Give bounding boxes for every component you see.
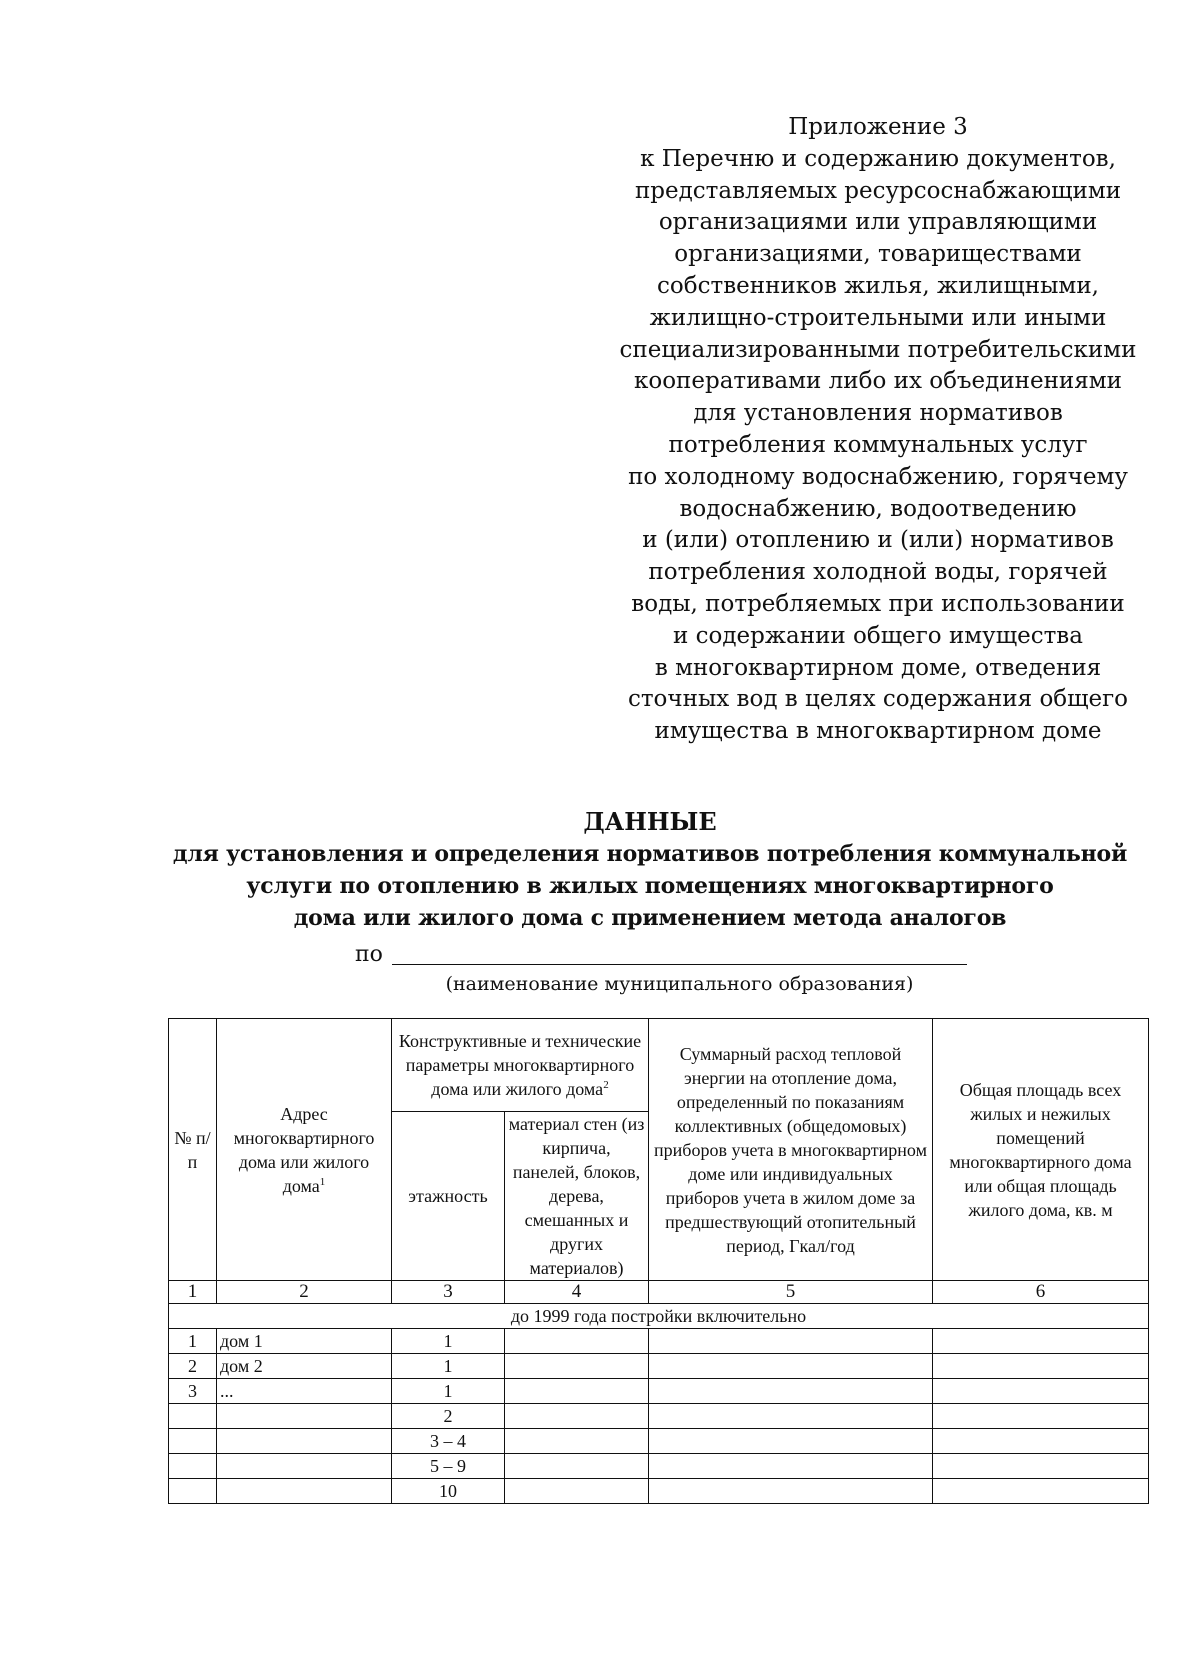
column-number: 2 xyxy=(217,1281,392,1304)
header-cell-floors: этажность xyxy=(392,1112,505,1281)
appendix-line: и содержании общего имущества xyxy=(673,622,1083,649)
cell-number xyxy=(169,1429,217,1454)
municipality-fill-line xyxy=(392,964,967,965)
appendix-line: имущества в многоквартирном доме xyxy=(654,718,1102,745)
header-cell-wall-material: материал стен (из кирпича, панелей, блоков, дерева, смешанных и других материалов) xyxy=(505,1112,649,1281)
document-subtitle-line: для установления и определения нормативов потребления коммунальной xyxy=(172,841,1128,867)
header-text: Конструктивные и технические параметры многоквартирного дома или жилого дома xyxy=(398,1031,642,1099)
column-number: 1 xyxy=(169,1281,217,1304)
appendix-block xyxy=(618,112,1138,748)
document-title-block xyxy=(150,806,1150,934)
cell-area xyxy=(933,1454,1149,1479)
cell-address xyxy=(217,1479,392,1504)
appendix-line: жилищно-строительными или иными xyxy=(649,304,1107,331)
table-row xyxy=(169,1404,1149,1429)
appendix-line: по холодному водоснабжению, горячему xyxy=(628,463,1128,490)
header-text: Адрес многоквартирного дома или жилого дома xyxy=(233,1103,375,1196)
cell-material xyxy=(505,1479,649,1504)
header-cell-address xyxy=(217,1019,392,1281)
appendix-line: для установления нормативов xyxy=(693,400,1063,427)
appendix-line: организациями или управляющими xyxy=(658,209,1098,236)
header-cell-area xyxy=(933,1019,1149,1281)
appendix-line: собственников жилья, жилищными, xyxy=(657,272,1099,299)
cell-energy xyxy=(649,1429,933,1454)
group-row xyxy=(169,1304,1149,1329)
cell-area xyxy=(933,1379,1149,1404)
cell-area xyxy=(933,1429,1149,1454)
cell-energy xyxy=(649,1404,933,1429)
cell-material xyxy=(505,1329,649,1354)
header-cell-energy xyxy=(649,1019,933,1281)
cell-floors: 1 xyxy=(392,1354,505,1379)
cell-address: ... xyxy=(217,1379,392,1404)
appendix-line: представляемых ресурсоснабжающими xyxy=(634,177,1122,204)
cell-area xyxy=(933,1479,1149,1504)
appendix-line: потребления холодной воды, горячей xyxy=(648,559,1108,586)
appendix-line: специализированными потребительскими xyxy=(619,336,1137,363)
cell-area xyxy=(933,1404,1149,1429)
appendix-line: в многоквартирном доме, отведения xyxy=(654,654,1102,681)
footnote-mark: 2 xyxy=(603,1079,609,1091)
header-text: Суммарный расход тепловой энергии на отопление дома, определенный по показаниям коллективных (общедомовых) приборов учета в многоквартирном доме или индивидуальных приборов учета в жилом доме за предшествующий отопительный период, Гкал/год xyxy=(654,1043,927,1256)
cell-material xyxy=(505,1429,649,1454)
appendix-line: водоснабжению, водоотведению xyxy=(679,495,1077,522)
cell-address: дом 2 xyxy=(217,1354,392,1379)
cell-energy xyxy=(649,1454,933,1479)
cell-floors: 2 xyxy=(392,1404,505,1429)
cell-energy xyxy=(649,1379,933,1404)
municipality-caption: (наименование муниципального образования) xyxy=(445,973,914,995)
table-row xyxy=(169,1454,1149,1479)
appendix-line: кооперативами либо их объединениями xyxy=(633,368,1122,395)
cell-material xyxy=(505,1404,649,1429)
po-label: по xyxy=(355,942,383,967)
cell-number xyxy=(169,1479,217,1504)
cell-area xyxy=(933,1329,1149,1354)
appendix-line: организациями, товариществами xyxy=(674,241,1082,268)
cell-floors: 3 – 4 xyxy=(392,1429,505,1454)
table-header-row xyxy=(169,1019,1149,1112)
cell-material xyxy=(505,1354,649,1379)
cell-energy xyxy=(649,1329,933,1354)
cell-number xyxy=(169,1454,217,1479)
cell-floors: 10 xyxy=(392,1479,505,1504)
cell-number: 3 xyxy=(169,1379,217,1404)
cell-floors: 1 xyxy=(392,1379,505,1404)
appendix-line: воды, потребляемых при использовании xyxy=(631,590,1125,617)
table-row xyxy=(169,1329,1149,1354)
table-row xyxy=(169,1354,1149,1379)
cell-address: дом 1 xyxy=(217,1329,392,1354)
header-text: Общая площадь всех жилых и нежилых помещений многоквартирного дома или общая площадь жилого дома, кв. м xyxy=(949,1079,1132,1220)
cell-address xyxy=(217,1429,392,1454)
group-label: до 1999 года постройки включительно xyxy=(169,1304,1149,1329)
cell-material xyxy=(505,1379,649,1404)
column-number: 4 xyxy=(505,1281,649,1304)
header-text: № п/п xyxy=(174,1127,211,1172)
cell-address xyxy=(217,1404,392,1429)
cell-floors: 1 xyxy=(392,1329,505,1354)
appendix-line: к Перечню и содержанию документов, xyxy=(640,145,1116,172)
appendix-line: и (или) отоплению и (или) нормативов xyxy=(642,527,1114,554)
cell-energy xyxy=(649,1354,933,1379)
footnote-mark: 1 xyxy=(319,1175,326,1188)
column-number: 3 xyxy=(392,1281,505,1304)
cell-material xyxy=(505,1454,649,1479)
cell-number: 2 xyxy=(169,1354,217,1379)
appendix-line: сточных вод в целях содержания общего xyxy=(627,686,1129,713)
header-cell-parameters-group xyxy=(392,1019,649,1112)
cell-floors: 5 – 9 xyxy=(392,1454,505,1479)
column-number: 6 xyxy=(933,1281,1149,1304)
document-subtitle-line: дома или жилого дома с применением метода аналогов xyxy=(293,905,1007,931)
cell-area xyxy=(933,1354,1149,1379)
cell-address xyxy=(217,1454,392,1479)
column-number-row xyxy=(169,1281,1149,1304)
table-row xyxy=(169,1379,1149,1404)
cell-energy xyxy=(649,1479,933,1504)
appendix-line: Приложение 3 xyxy=(788,114,968,140)
appendix-line: потребления коммунальных услуг xyxy=(668,431,1088,458)
data-table xyxy=(168,1018,1149,1504)
header-cell-number xyxy=(169,1019,217,1281)
cell-number: 1 xyxy=(169,1329,217,1354)
document-title: ДАННЫЕ xyxy=(583,807,717,836)
document-subtitle-line: услуги по отоплению в жилых помещениях многоквартирного xyxy=(246,873,1054,899)
column-number: 5 xyxy=(649,1281,933,1304)
table-row xyxy=(169,1479,1149,1504)
table-row xyxy=(169,1429,1149,1454)
cell-number xyxy=(169,1404,217,1429)
